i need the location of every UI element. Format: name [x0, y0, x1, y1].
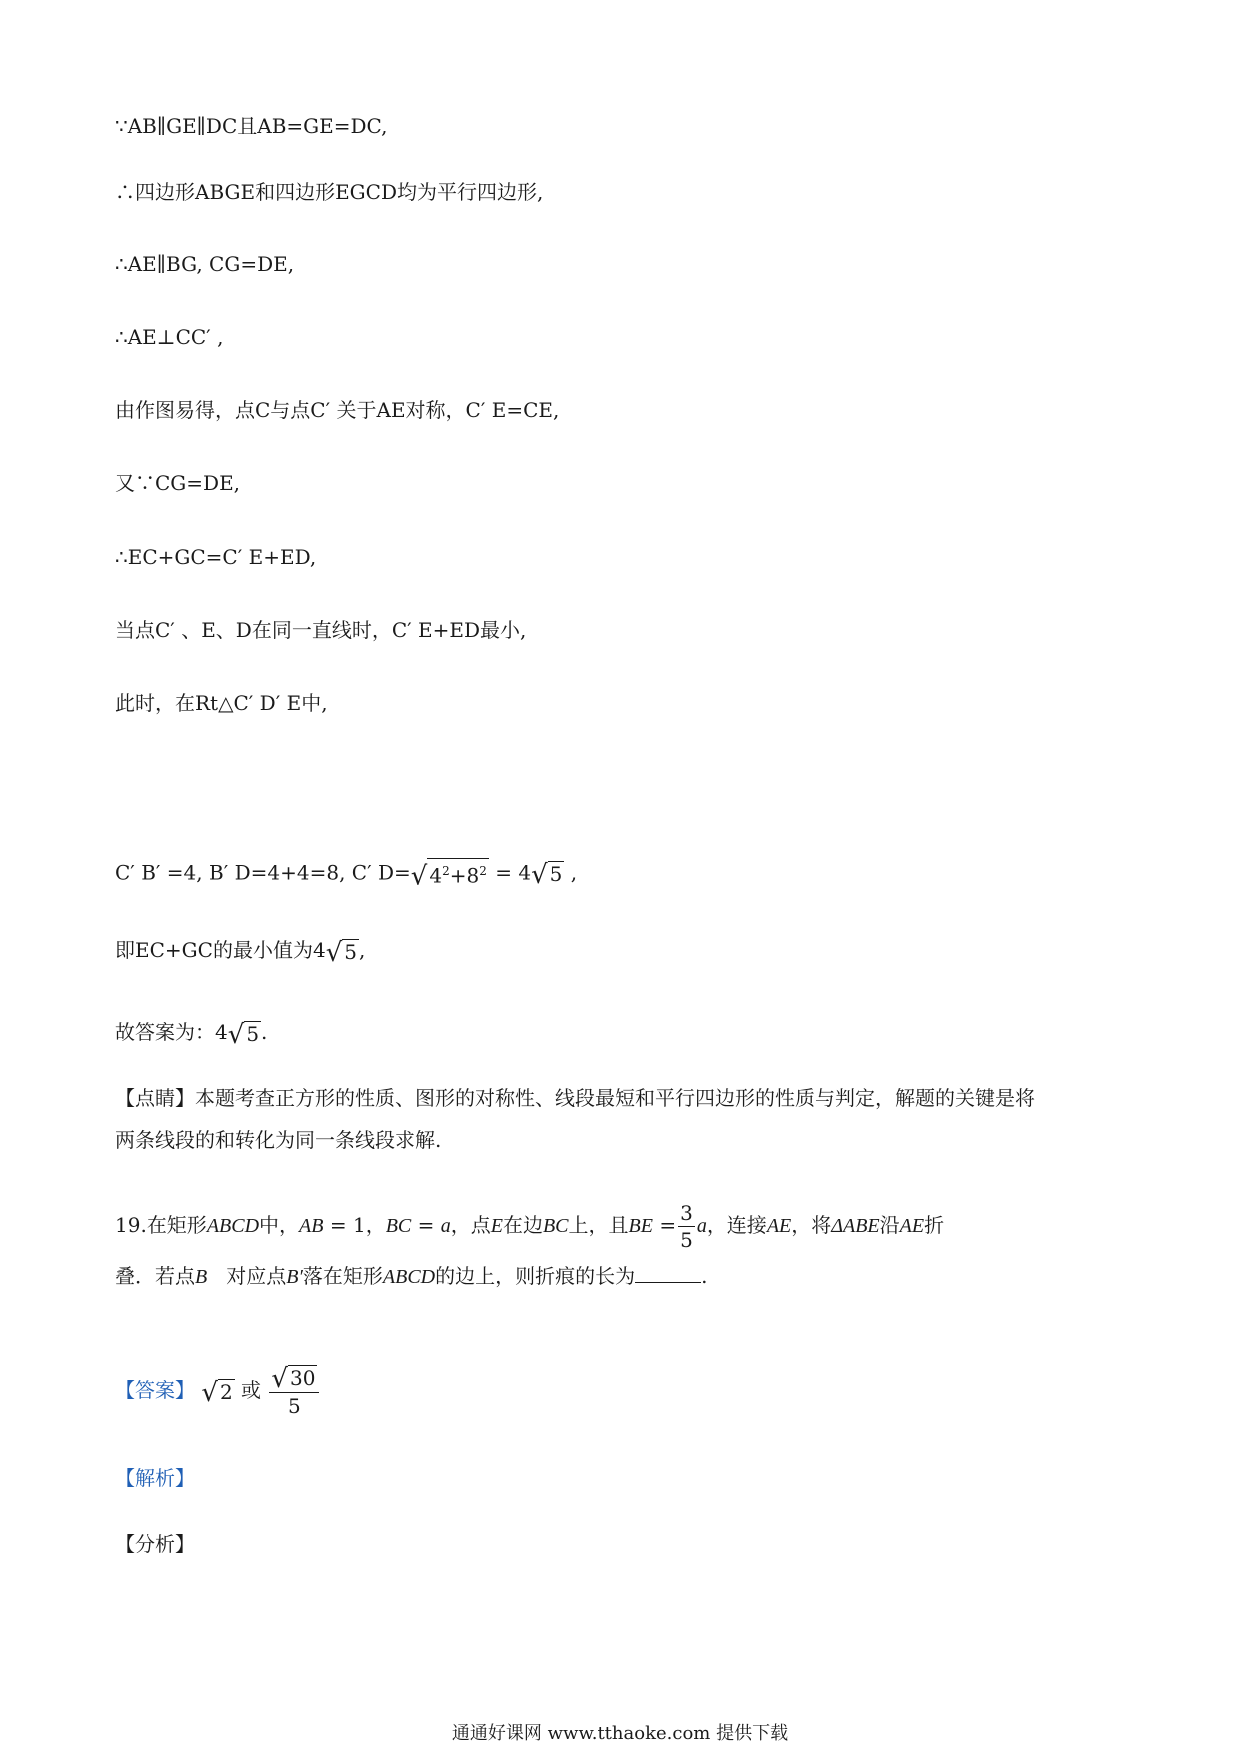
dianjing-line: 【点睛】本题考查正方形的性质、图形的对称性、线段最短和平行四边形的性质与判定，解题的关键是将 — [115, 1086, 1035, 1110]
text-line: ∴EC+GC=C′ E+ED, — [115, 545, 317, 569]
text-line: ∴AE⊥CC′ , — [115, 325, 224, 349]
text-line: ∴AE∥BG, CG=DE, — [115, 252, 295, 276]
sqrt-two: √ 2 — [201, 1377, 233, 1408]
page-footer: 通通好课网 www.tthaoke.com 提供下载 — [451, 1723, 789, 1744]
sqrt-expression: √ $4^2+8^2$ — [411, 858, 489, 890]
answer-label: 【答案】 — [115, 1378, 195, 1402]
sqrt-five: √ 5 — [227, 1019, 260, 1050]
text-line: ∴四边形ABGE和四边形EGCD均为平行四边形, — [115, 180, 544, 204]
text-line: 当点C′ 、E、D在同一直线时，C′ E+ED最小, — [115, 618, 527, 642]
radical-icon: √ — [227, 1019, 245, 1050]
radical-icon: √ — [201, 1377, 218, 1408]
text-line: 又∵CG=DE, — [115, 471, 241, 495]
text-line: 由作图易得，点C与点C′ 关于AE对称，C′ E=CE, — [115, 398, 560, 422]
dianjing-line: 两条线段的和转化为同一条线段求解. — [115, 1128, 442, 1152]
text-line-min: 即EC+GC的最小值为4√ 5 , — [115, 937, 366, 968]
fraction-three-fifths: $\frac{3}{5}$ — [680, 1201, 693, 1252]
fenxi-label: 【分析】 — [115, 1532, 195, 1556]
answer-line: 【答案】 √ 2 或 $\frac{√ 30}{5}$ — [115, 1364, 321, 1419]
text-line: ∵AB∥GE∥DC且AB=GE=DC, — [115, 114, 388, 138]
sqrt-five: √ 5 — [531, 859, 563, 890]
analysis-label: 【解析】 — [115, 1466, 195, 1490]
radical-icon: √ — [410, 861, 428, 892]
sqrt-five: √ 5 — [325, 937, 357, 968]
text-line-cd: C′ B′ =4, B′ D=4+4=8, C′ D=√ $4^2+8^2 = 4√$ 5 , — [115, 859, 578, 892]
radical-icon: √ — [531, 859, 548, 890]
radical-icon: √ — [325, 937, 343, 968]
text-line-answer-prev: 故答案为：4√ 5 . — [115, 1019, 268, 1050]
question-number: 19. — [115, 1213, 147, 1237]
answer-blank — [635, 1264, 701, 1283]
cd-text: C′ B′ =4, B′ D=4+4=8, C′ D= — [115, 860, 411, 885]
question-19-line2: 叠．若点B 对应点B′落在矩形ABCD的边上，则折痕的长为 . — [115, 1264, 708, 1288]
question-19-line1: 19.在矩形ABCD中，AB = 1，BC = a，点E在边BC上，且BE = $\frac{3}{5}$ a，连接AE，将ΔABE沿AE折 — [115, 1201, 945, 1252]
fraction-sqrt30-over-5: $\frac{√ 30}{5}$ — [269, 1364, 319, 1419]
text-line: 此时，在Rt△C′ D′ E中, — [115, 691, 328, 715]
radical-icon: √ — [271, 1364, 288, 1394]
